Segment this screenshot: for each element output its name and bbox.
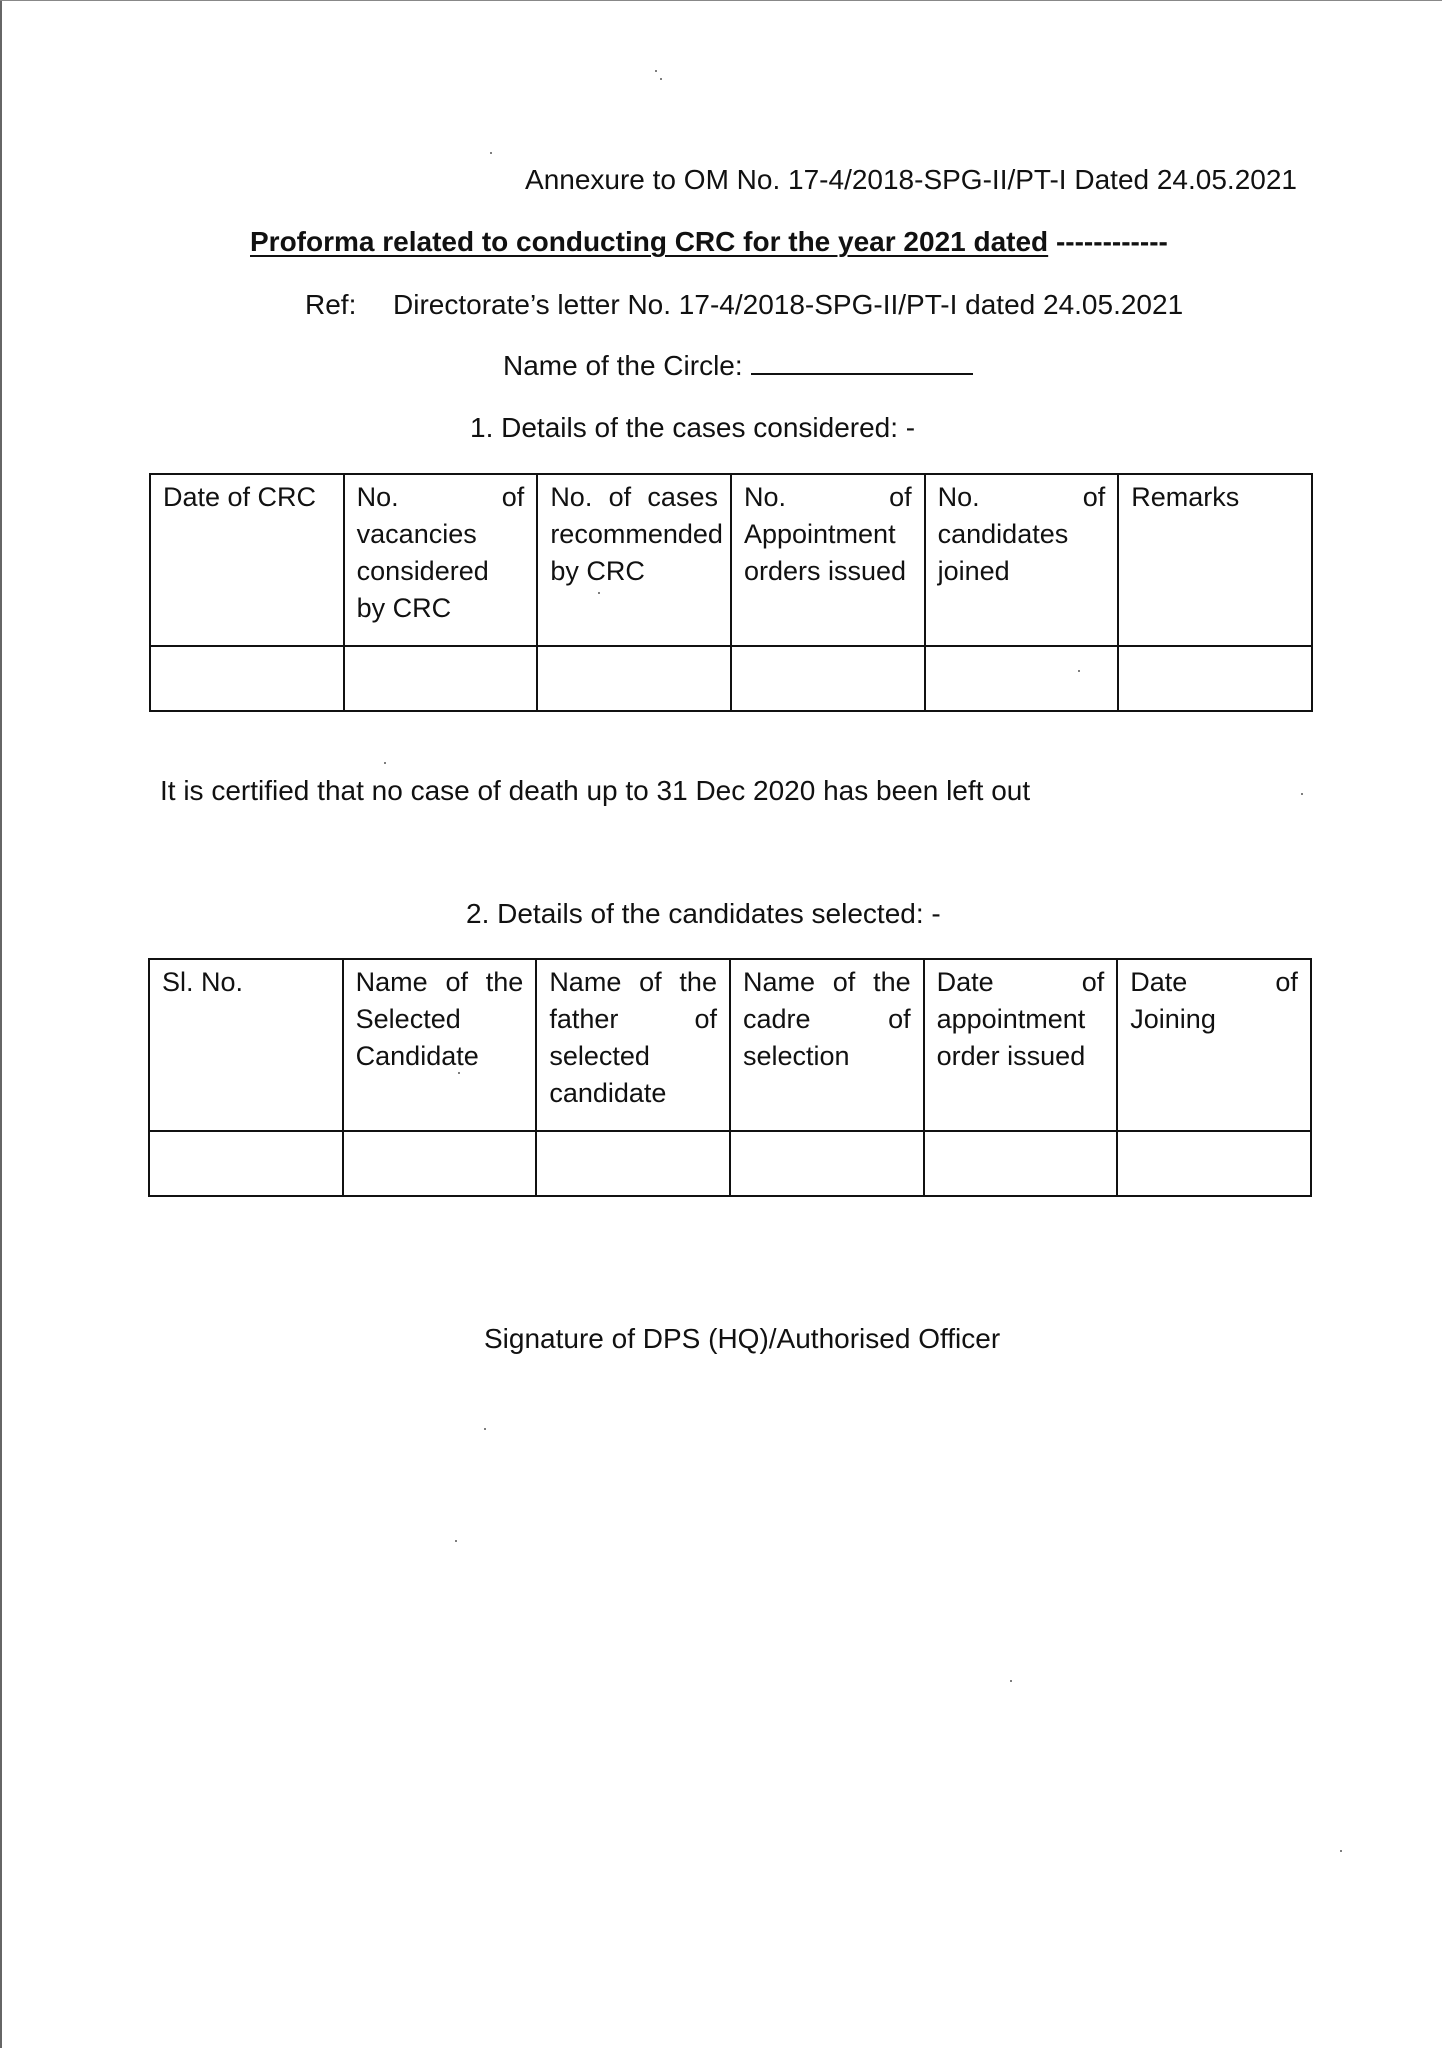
table-header-row bbox=[150, 474, 1312, 646]
blank-cell[interactable] bbox=[924, 1131, 1118, 1196]
blank-cell[interactable] bbox=[343, 1131, 537, 1196]
col-header-remarks: Remarks bbox=[1118, 474, 1312, 646]
col-header-cadre: Name of the cadre of selection bbox=[730, 959, 924, 1131]
col-header-cases-recommended: No. of cases recommended by CRC bbox=[537, 474, 731, 646]
circle-name-blank[interactable] bbox=[751, 349, 973, 375]
col-header-joining-date: Date of Joining bbox=[1117, 959, 1311, 1131]
blank-cell[interactable] bbox=[536, 1131, 730, 1196]
annexure-reference: Annexure to OM No. 17-4/2018-SPG-II/PT-I Dated 24.05.2021 bbox=[525, 164, 1297, 195]
proforma-title-text: Proforma related to conducting CRC for the year 2021 dated bbox=[250, 226, 1049, 257]
table-header-row bbox=[149, 959, 1311, 1131]
table-row bbox=[150, 646, 1312, 711]
proforma-title-dashes: ------------ bbox=[1048, 226, 1168, 257]
col-header-appointment-date: Date of appointment order issued bbox=[924, 959, 1118, 1131]
blank-cell[interactable] bbox=[1117, 1131, 1311, 1196]
scan-edge-left bbox=[0, 0, 2, 2048]
blank-cell[interactable] bbox=[731, 646, 925, 711]
col-header-sl-no: Sl. No. bbox=[149, 959, 343, 1131]
blank-cell[interactable] bbox=[730, 1131, 924, 1196]
blank-cell[interactable] bbox=[1118, 646, 1312, 711]
ref-text: Directorate’s letter No. 17-4/2018-SPG-II/PT-I dated 24.05.2021 bbox=[393, 289, 1184, 320]
proforma-title bbox=[250, 225, 1168, 259]
cases-considered-table bbox=[149, 473, 1313, 712]
blank-cell[interactable] bbox=[344, 646, 538, 711]
reference-line bbox=[305, 288, 1183, 322]
blank-cell[interactable] bbox=[537, 646, 731, 711]
col-header-selected-candidate: Name of the Selected Candidate bbox=[343, 959, 537, 1131]
table-row bbox=[149, 1131, 1311, 1196]
col-header-appointment-orders: No. of Appointment orders issued bbox=[731, 474, 925, 646]
section1-heading: 1. Details of the cases considered: - bbox=[470, 412, 916, 443]
certification-statement: It is certified that no case of death up to 31 Dec 2020 has been left out bbox=[160, 775, 1031, 806]
ref-label: Ref: bbox=[305, 289, 357, 320]
col-header-father-name: Name of the father of selected candidate bbox=[536, 959, 730, 1131]
section2-heading: 2. Details of the candidates selected: - bbox=[466, 898, 941, 929]
candidates-selected-table bbox=[148, 958, 1312, 1197]
blank-cell[interactable] bbox=[925, 646, 1119, 711]
blank-cell[interactable] bbox=[149, 1131, 343, 1196]
signature-line: Signature of DPS (HQ)/Authorised Officer bbox=[484, 1323, 1001, 1354]
col-header-date-of-crc: Date of CRC bbox=[150, 474, 344, 646]
circle-name-line bbox=[503, 349, 973, 383]
circle-label: Name of the Circle: bbox=[503, 350, 743, 381]
col-header-candidates-joined: No. of candidates joined bbox=[925, 474, 1119, 646]
col-header-vacancies: No. of vacancies considered by CRC bbox=[344, 474, 538, 646]
scan-edge-top bbox=[0, 0, 1442, 1]
blank-cell[interactable] bbox=[150, 646, 344, 711]
